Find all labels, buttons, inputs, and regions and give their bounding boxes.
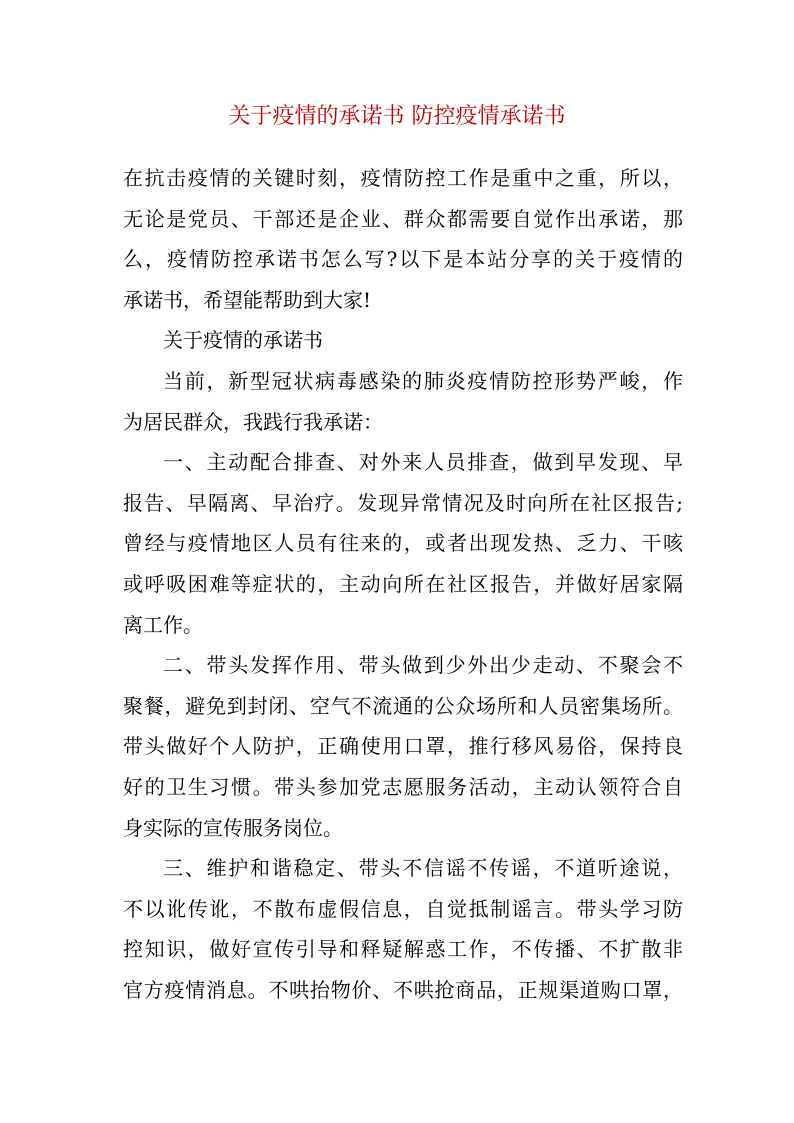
paragraph-line: 么，疫情防控承诺书怎么写?以下是本站分享的关于疫情的 bbox=[123, 247, 683, 272]
paragraph-line: 身实际的宣传服务岗位。 bbox=[123, 815, 343, 840]
paragraph-line: 好的卫生习惯。带头参加党志愿服务活动，主动认领符合自 bbox=[123, 774, 683, 799]
paragraph-line: 控知识，做好宣传引导和释疑解惑工作，不传播、不扩散非 bbox=[123, 937, 683, 962]
paragraph-line: 无论是党员、干部还是企业、群众都需要自觉作出承诺，那 bbox=[123, 206, 683, 231]
document-title: 关于疫情的承诺书 防控疫情承诺书 bbox=[228, 104, 566, 129]
paragraph-line: 或呼吸困难等症状的，主动向所在社区报告，并做好居家隔 bbox=[123, 571, 683, 596]
paragraph-line: 在抗击疫情的关键时刻，疫情防控工作是重中之重，所以， bbox=[123, 166, 683, 190]
document-body bbox=[123, 158, 683, 1010]
paragraph-line: 官方疫情消息。不哄抬物价、不哄抢商品，正规渠道购口罩， bbox=[123, 977, 683, 1002]
section-heading: 关于疫情的承诺书 bbox=[163, 328, 323, 353]
paragraph-line: 承诺书，希望能帮助到大家! bbox=[123, 287, 372, 312]
paragraph-line: 一、主动配合排查、对外来人员排查，做到早发现、早 bbox=[163, 450, 683, 475]
paragraph-line: 曾经与疫情地区人员有往来的，或者出现发热、乏力、干咳 bbox=[123, 531, 683, 556]
paragraph-line: 三、维护和谐稳定、带头不信谣不传谣，不道听途说， bbox=[163, 856, 683, 881]
paragraph-line: 离工作。 bbox=[123, 612, 203, 637]
paragraph-line: 二、带头发挥作用、带头做到少外出少走动、不聚会不 bbox=[163, 653, 683, 678]
paragraph-line: 带头做好个人防护，正确使用口罩，推行移风易俗，保持良 bbox=[123, 734, 683, 759]
paragraph-line: 报告、早隔离、早治疗。发现异常情况及时向所在社区报告; bbox=[123, 490, 683, 515]
paragraph-line: 不以讹传讹，不散布虚假信息，自觉抵制谣言。带头学习防 bbox=[123, 896, 683, 921]
paragraph-line: 为居民群众，我践行我承诺： bbox=[123, 409, 383, 434]
paragraph-line: 当前，新型冠状病毒感染的肺炎疫情防控形势严峻，作 bbox=[163, 368, 683, 393]
paragraph-line: 聚餐，避免到封闭、空气不流通的公众场所和人员密集场所。 bbox=[123, 693, 683, 718]
